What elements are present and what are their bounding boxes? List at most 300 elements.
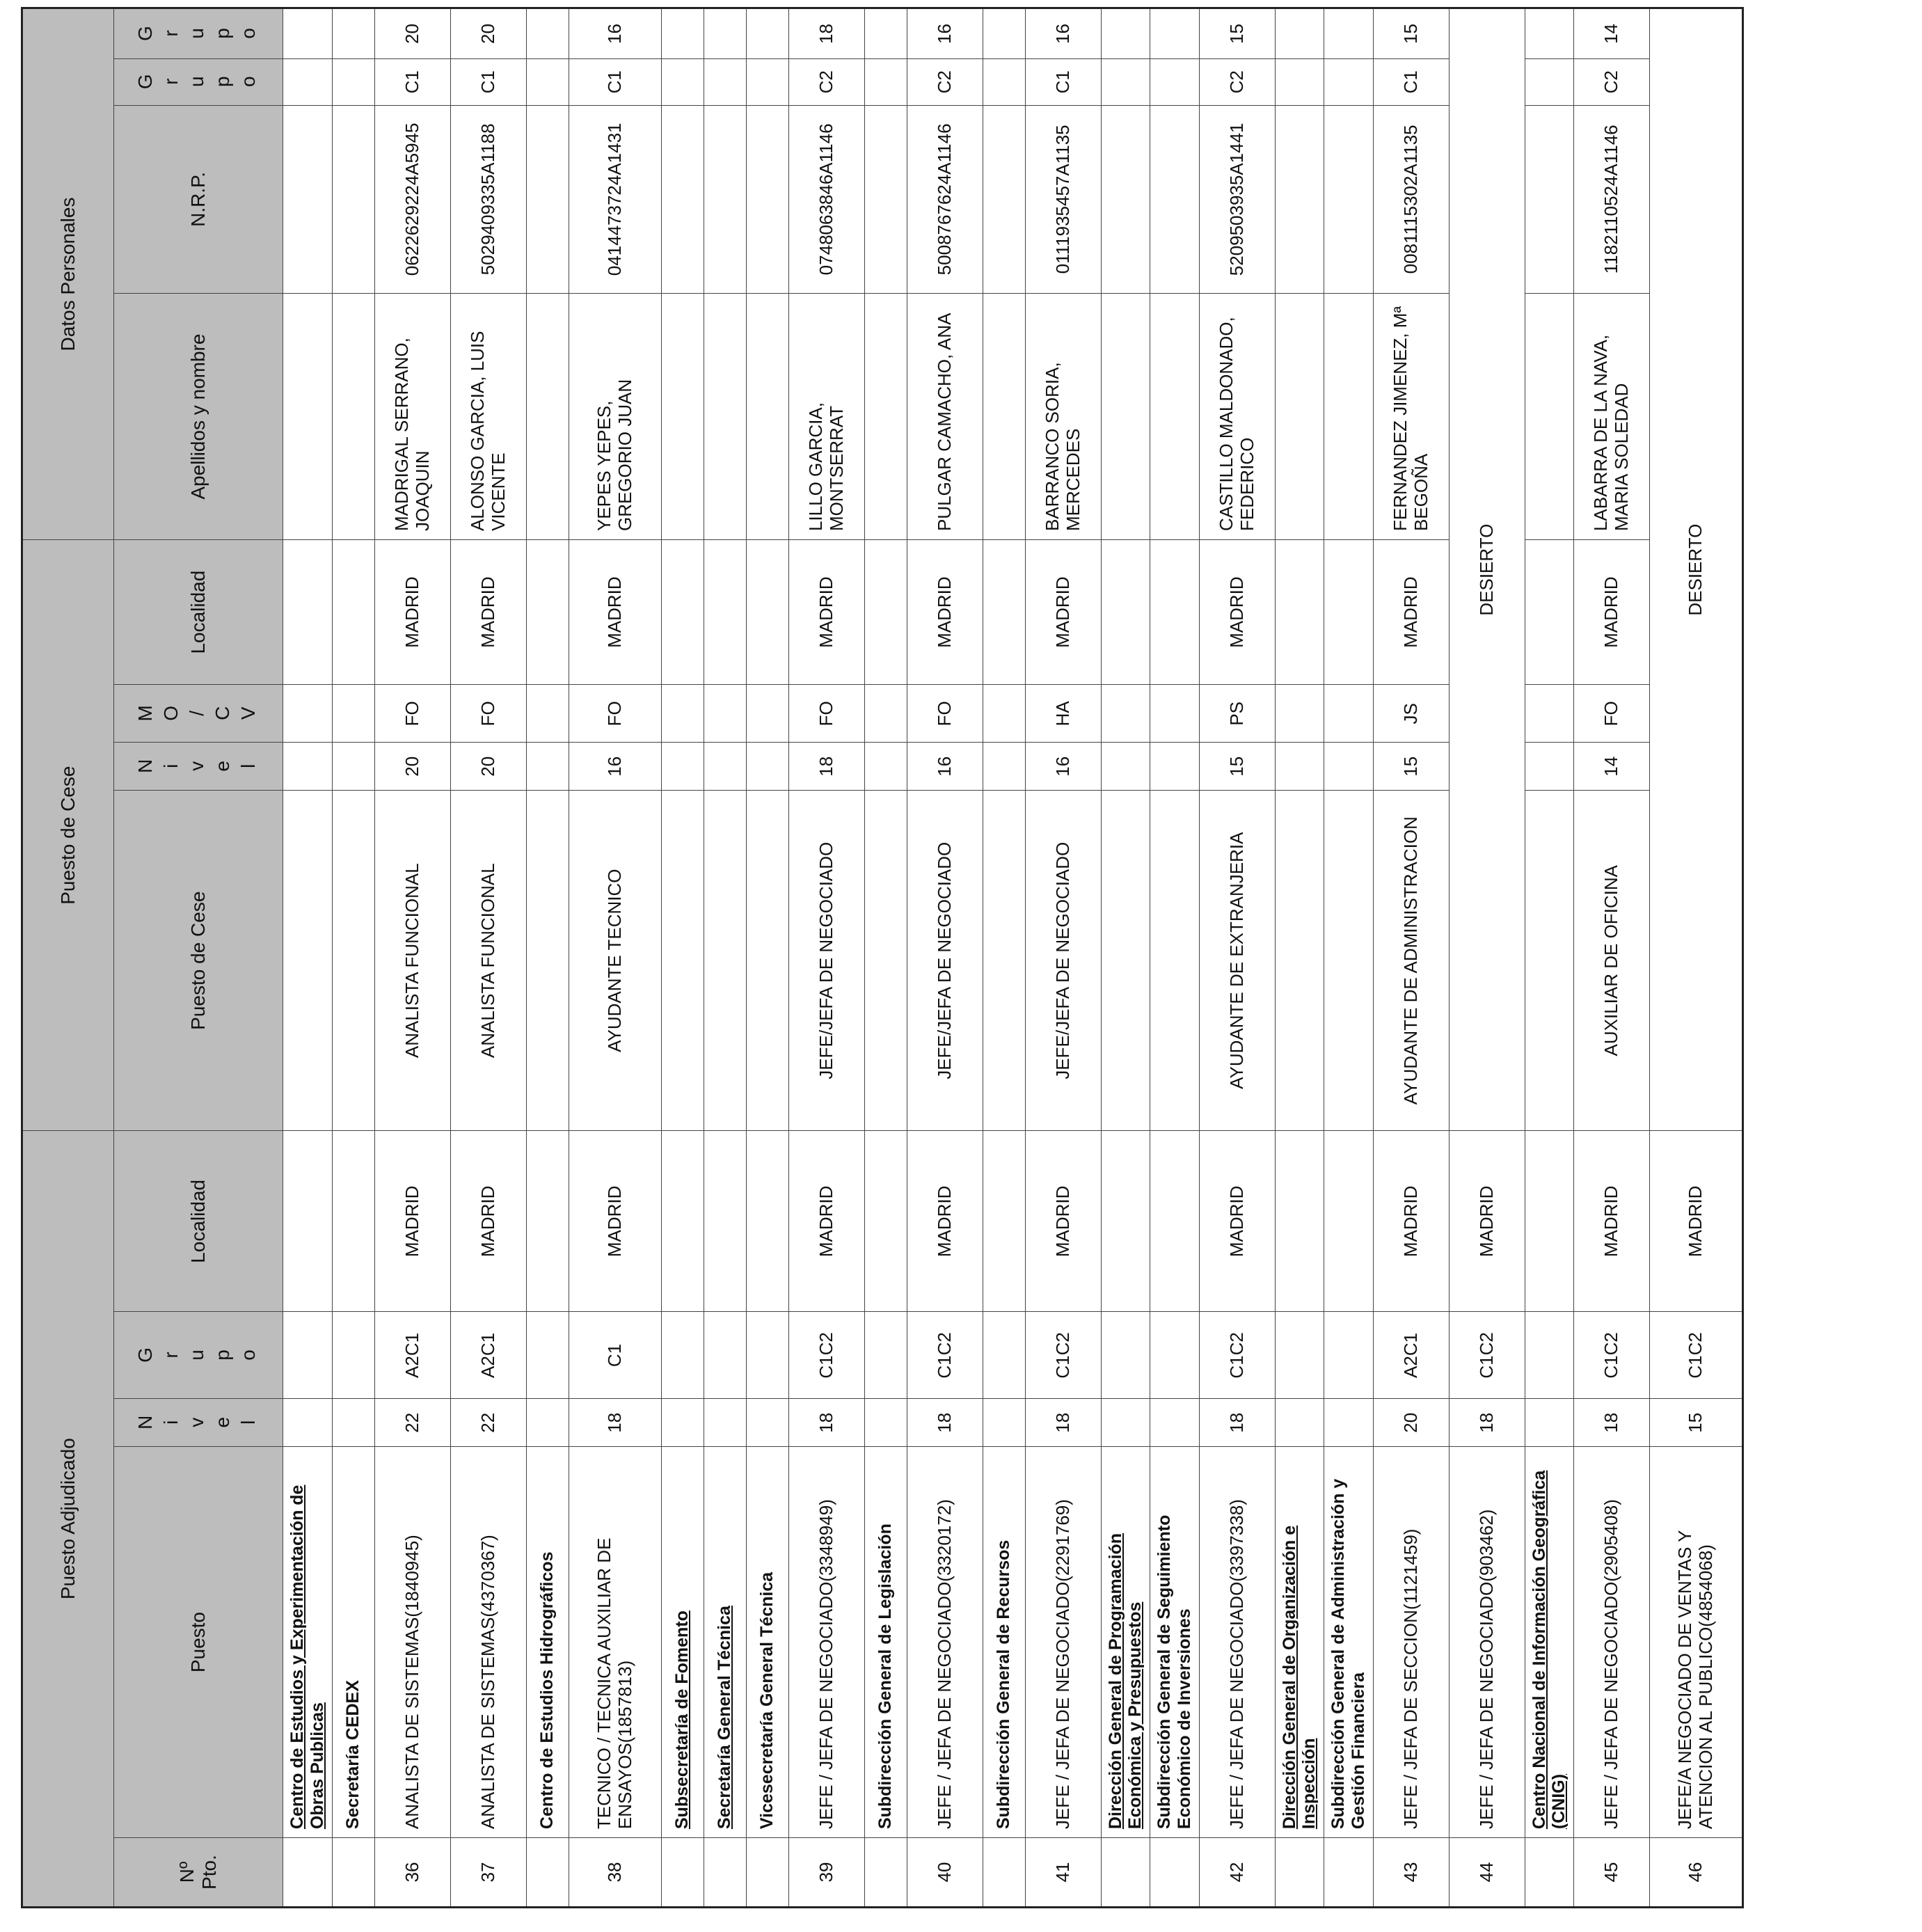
section-row [1101,8,1150,1908]
empty-cell [1525,8,1574,59]
section-row [746,8,788,1908]
empty-cell [1101,294,1150,540]
nrp-cell: 5008767624A1146 [907,105,983,294]
localidad-cell: MADRID [374,1131,450,1312]
section-spacer [661,1838,704,1908]
section-heading [1101,1447,1150,1838]
empty-cell [1324,1131,1374,1312]
header-puesto-de-cese-group: Puesto de Cese [22,540,114,1131]
table-body [283,8,1743,1908]
empty-cell [1275,8,1324,59]
empty-cell [1150,1131,1200,1312]
empty-cell [332,791,374,1131]
empty-cell [1525,1399,1574,1447]
nrp-cell: 0748063846A1146 [788,105,864,294]
header-nrp: N.R.P. [114,105,283,294]
empty-cell [1324,540,1374,685]
row-number-cell: 39 [788,1838,864,1908]
row-number-cell: 44 [1449,1838,1525,1908]
empty-cell [983,1399,1025,1447]
empty-cell [1525,294,1574,540]
puesto-cese-cell: AYUDANTE DE EXTRANJERIA [1199,791,1275,1131]
section-spacer [746,1838,788,1908]
table-row-desierto [1449,8,1525,1908]
empty-cell [283,743,333,791]
empty-cell [661,1131,704,1312]
section-heading [1525,1447,1574,1838]
puesto-cese-cell: JEFE/JEFA DE NEGOCIADO [1025,791,1101,1131]
section-heading-text: Subdirección General de Recursos [994,1539,1014,1830]
personal-grado-cell: 20 [374,8,450,59]
apellidos-nombre-cell: MADRIGAL SERRANO, JOAQUIN [374,294,450,540]
apellidos-nombre-cell: PULGAR CAMACHO, ANA [907,294,983,540]
personal-grupo-cell: C1 [569,58,661,105]
header-cese-nivel: Nivel [114,743,283,791]
section-row [1525,8,1574,1908]
empty-cell [283,540,333,685]
empty-cell [1525,791,1574,1131]
puesto-cell: ANALISTA DE SISTEMAS(1840945) [374,1447,450,1838]
section-row [283,8,333,1908]
empty-cell [1150,685,1200,743]
empty-cell [1275,1312,1324,1399]
empty-cell [746,1131,788,1312]
section-heading [864,1447,907,1838]
personal-grado-cell: 16 [1025,8,1101,59]
empty-cell [1101,1131,1150,1312]
empty-cell [1525,685,1574,743]
section-spacer [332,1838,374,1908]
empty-cell [1324,791,1374,1131]
empty-cell [864,791,907,1131]
apellidos-nombre-cell: LILLO GARCIA, MONTSERRAT [788,294,864,540]
personal-grado-cell: 16 [907,8,983,59]
table-row [450,8,526,1908]
header-apellidos: Apellidos y nombre [114,294,283,540]
empty-cell [283,58,333,105]
empty-cell [983,540,1025,685]
empty-cell [332,685,374,743]
puesto-cell: JEFE / JEFA DE SECCION(1121459) [1373,1447,1449,1838]
section-heading [983,1447,1025,1838]
cese-nivel-cell: 18 [788,743,864,791]
empty-cell [1101,1399,1150,1447]
section-row [661,8,704,1908]
puesto-cese-cell: ANALISTA FUNCIONAL [450,791,526,1131]
puesto-cell: JEFE / JEFA DE NEGOCIADO(2291769) [1025,1447,1101,1838]
empty-cell [1324,58,1374,105]
section-spacer [864,1838,907,1908]
empty-cell [526,1399,569,1447]
mo-cv-cell: JS [1373,685,1449,743]
empty-cell [1275,540,1324,685]
grupo-cell: A2C1 [374,1312,450,1399]
cese-nivel-cell: 16 [1025,743,1101,791]
apellidos-nombre-cell: CASTILLO MALDONADO, FEDERICO [1199,294,1275,540]
cese-nivel-cell: 14 [1574,743,1650,791]
nivel-cell: 18 [907,1399,983,1447]
empty-cell [746,105,788,294]
localidad-cell: MADRID [1373,1131,1449,1312]
empty-cell [983,294,1025,540]
header-nivel: Nivel [114,1399,283,1447]
personal-grupo-cell: C2 [1199,58,1275,105]
puesto-cell: ANALISTA DE SISTEMAS(4370367) [450,1447,526,1838]
section-spacer [1525,1838,1574,1908]
section-heading-text: Secretaría CEDEX [343,1680,363,1830]
section-spacer [283,1838,333,1908]
section-heading [746,1447,788,1838]
puesto-cell: JEFE / JEFA DE NEGOCIADO(3320172) [907,1447,983,1838]
empty-cell [526,294,569,540]
empty-cell [1101,58,1150,105]
apellidos-nombre-cell: ALONSO GARCIA, LUIS VICENTE [450,294,526,540]
section-heading-text: Subdirección General de Administración y Gestión Financiera [1328,1478,1368,1830]
empty-cell [1275,294,1324,540]
section-spacer [1150,1838,1200,1908]
section-heading-text: Centro de Estudios y Experimentación de Obras Publicas [287,1484,327,1830]
empty-cell [1525,743,1574,791]
empty-cell [1101,743,1150,791]
empty-cell [1525,540,1574,685]
empty-cell [864,294,907,540]
section-heading [283,1447,333,1838]
empty-cell [864,105,907,294]
mo-cv-cell: FO [907,685,983,743]
personal-grupo-cell: C1 [450,58,526,105]
section-spacer [526,1838,569,1908]
empty-cell [864,8,907,59]
puesto-cese-cell: AYUDANTE TECNICO [569,791,661,1131]
table-row [569,8,661,1908]
section-row [1150,8,1200,1908]
table-row [907,8,983,1908]
nivel-cell: 18 [569,1399,661,1447]
empty-cell [704,1312,746,1399]
header-puesto: Puesto [114,1447,283,1838]
empty-cell [1324,294,1374,540]
desierto-label: DESIERTO [1475,523,1497,616]
table-row [788,8,864,1908]
puesto-cese-cell: AUXILIAR DE OFICINA [1574,791,1650,1131]
empty-cell [983,685,1025,743]
empty-cell [864,1312,907,1399]
nivel-cell: 18 [788,1399,864,1447]
nivel-cell: 22 [450,1399,526,1447]
empty-cell [283,8,333,59]
empty-cell [283,1399,333,1447]
puesto-cell: JEFE / JEFA DE NEGOCIADO(2905408) [1574,1447,1650,1838]
section-heading [1150,1447,1200,1838]
row-number-cell: 45 [1574,1838,1650,1908]
empty-cell [661,294,704,540]
cese-localidad-cell: MADRID [907,540,983,685]
header-column-row [114,8,283,1908]
empty-cell [704,8,746,59]
empty-cell [983,791,1025,1131]
empty-cell [1150,8,1200,59]
section-row [526,8,569,1908]
section-heading [661,1447,704,1838]
personal-grado-cell: 20 [450,8,526,59]
empty-cell [332,743,374,791]
empty-cell [661,743,704,791]
empty-cell [1150,58,1200,105]
nivel-cell: 15 [1650,1399,1743,1447]
cese-localidad-cell: MADRID [788,540,864,685]
personal-grado-cell: 15 [1199,8,1275,59]
header-cese-localidad: Localidad [114,540,283,685]
empty-cell [283,1312,333,1399]
personal-grupo-cell: C1 [1373,58,1449,105]
empty-cell [1150,743,1200,791]
empty-cell [1101,791,1150,1131]
cese-localidad-cell: MADRID [450,540,526,685]
personal-grupo-cell: C1 [374,58,450,105]
empty-cell [746,791,788,1131]
empty-cell [983,58,1025,105]
header-datos-personales: Datos Personales [22,8,114,540]
nivel-cell: 22 [374,1399,450,1447]
empty-cell [332,540,374,685]
cese-nivel-cell: 16 [907,743,983,791]
grupo-cell: C1C2 [1574,1312,1650,1399]
header-personal-grado: Grupo [114,8,283,59]
empty-cell [661,58,704,105]
empty-cell [704,685,746,743]
localidad-cell: MADRID [569,1131,661,1312]
localidad-cell: MADRID [1574,1131,1650,1312]
empty-cell [1275,685,1324,743]
grupo-cell: C1C2 [1449,1312,1525,1399]
empty-cell [661,105,704,294]
empty-cell [661,8,704,59]
empty-cell [283,1131,333,1312]
empty-cell [1324,743,1374,791]
personal-grupo-cell: C1 [1025,58,1101,105]
section-heading-text: Subsecretaría de Fomento [672,1610,692,1830]
row-number-cell: 42 [1199,1838,1275,1908]
nrp-cell: 1182110524A1146 [1574,105,1650,294]
nivel-cell: 18 [1449,1399,1525,1447]
section-spacer [704,1838,746,1908]
cese-localidad-cell: MADRID [1574,540,1650,685]
empty-cell [704,1399,746,1447]
empty-cell [1275,791,1324,1131]
empty-cell [746,294,788,540]
empty-cell [332,1399,374,1447]
empty-cell [704,294,746,540]
grupo-cell: A2C1 [1373,1312,1449,1399]
empty-cell [864,1399,907,1447]
empty-cell [1101,105,1150,294]
row-number-cell: 41 [1025,1838,1101,1908]
empty-cell [1275,58,1324,105]
nrp-cell: 5209503935A1441 [1199,105,1275,294]
empty-cell [1150,540,1200,685]
nrp-cell: 0111935457A1135 [1025,105,1101,294]
row-number-cell: 37 [450,1838,526,1908]
mo-cv-cell: PS [1199,685,1275,743]
empty-cell [1525,1131,1574,1312]
empty-cell [704,743,746,791]
nivel-cell: 18 [1574,1399,1650,1447]
empty-cell [1101,1312,1150,1399]
table-row [1373,8,1449,1908]
empty-cell [526,743,569,791]
puesto-cese-cell: ANALISTA FUNCIONAL [374,791,450,1131]
mo-cv-cell: FO [374,685,450,743]
empty-cell [1324,1312,1374,1399]
cese-localidad-cell: MADRID [569,540,661,685]
empty-cell [526,1131,569,1312]
cese-nivel-cell: 20 [450,743,526,791]
empty-cell [1150,1399,1200,1447]
row-number-cell: 46 [1650,1838,1743,1908]
empty-cell [526,8,569,59]
row-number-cell: 38 [569,1838,661,1908]
empty-cell [864,540,907,685]
nrp-cell: 0622629224A5945 [374,105,450,294]
header-grupo: Grupo [114,1312,283,1399]
table-row [1025,8,1101,1908]
header-group-row [22,8,114,1908]
section-spacer [1324,1838,1374,1908]
section-spacer [983,1838,1025,1908]
empty-cell [864,58,907,105]
cese-localidad-cell: MADRID [1025,540,1101,685]
section-row [983,8,1025,1908]
localidad-cell: MADRID [1025,1131,1101,1312]
empty-cell [1101,540,1150,685]
header-puesto-cese: Puesto de Cese [114,791,283,1131]
cese-localidad-cell: MADRID [374,540,450,685]
localidad-cell: MADRID [1199,1131,1275,1312]
empty-cell [983,105,1025,294]
mo-cv-cell: FO [450,685,526,743]
empty-cell [704,58,746,105]
empty-cell [1324,685,1374,743]
localidad-cell: MADRID [1449,1131,1525,1312]
empty-cell [283,294,333,540]
empty-cell [746,540,788,685]
empty-cell [1150,105,1200,294]
cese-localidad-cell: MADRID [1199,540,1275,685]
empty-cell [704,791,746,1131]
puesto-cell: JEFE / JEFA DE NEGOCIADO(903462) [1449,1447,1525,1838]
header-puesto-adjudicado: Puesto Adjudicado [22,1131,114,1908]
section-row [1324,8,1374,1908]
table-row [1574,8,1650,1908]
empty-cell [1275,743,1324,791]
nrp-cell: 5029409335A1188 [450,105,526,294]
section-heading [332,1447,374,1838]
mo-cv-cell: FO [788,685,864,743]
empty-cell [1525,1312,1574,1399]
empty-cell [1525,105,1574,294]
nrp-cell: 0414473724A1431 [569,105,661,294]
row-number-cell: 36 [374,1838,450,1908]
nivel-cell: 18 [1199,1399,1275,1447]
empty-cell [332,1312,374,1399]
row-number-cell: 43 [1373,1838,1449,1908]
empty-cell [1275,105,1324,294]
section-heading-text: Subdirección General de Seguimiento Económico de Inversiones [1154,1514,1194,1830]
empty-cell [746,685,788,743]
empty-cell [661,540,704,685]
personal-grado-cell: 16 [569,8,661,59]
empty-cell [983,1312,1025,1399]
puesto-cell: JEFE / JEFA DE NEGOCIADO(3348949) [788,1447,864,1838]
empty-cell [746,58,788,105]
table-row [1199,8,1275,1908]
empty-cell [661,791,704,1131]
nivel-cell: 18 [1025,1399,1101,1447]
empty-cell [1324,8,1374,59]
empty-cell [526,58,569,105]
puesto-cell: JEFE / JEFA DE NEGOCIADO(3397338) [1199,1447,1275,1838]
header-localidad: Localidad [114,1131,283,1312]
empty-cell [1150,294,1200,540]
puesto-cese-cell: JEFE/JEFA DE NEGOCIADO [788,791,864,1131]
section-heading-text: Dirección General de Programación Económica y Presupuestos [1105,1533,1145,1830]
apellidos-nombre-cell: YEPES YEPES, GREGORIO JUAN [569,294,661,540]
cese-nivel-cell: 20 [374,743,450,791]
section-heading [1324,1447,1374,1838]
empty-cell [661,1399,704,1447]
empty-cell [526,540,569,685]
section-spacer [1101,1838,1150,1908]
empty-cell [746,1312,788,1399]
nrp-cell: 0081115302A1135 [1373,105,1449,294]
empty-cell [1324,105,1374,294]
section-row [332,8,374,1908]
empty-cell [661,685,704,743]
localidad-cell: MADRID [1650,1131,1743,1312]
section-heading-text: Dirección General de Organización e Inspección [1279,1525,1319,1830]
personal-grado-cell: 15 [1373,8,1449,59]
cese-localidad-cell: MADRID [1373,540,1449,685]
apellidos-nombre-cell: FERNANDEZ JIMENEZ, Mª BEGOÑA [1373,294,1449,540]
empty-cell [661,1312,704,1399]
empty-cell [704,540,746,685]
localidad-cell: MADRID [907,1131,983,1312]
apellidos-nombre-cell: LABARRA DE LA NAVA, MARIA SOLEDAD [1574,294,1650,540]
document-page [21,7,1922,1890]
personal-grupo-cell: C2 [1574,58,1650,105]
header-personal-grupo: Grupo [114,58,283,105]
empty-cell [1101,8,1150,59]
empty-cell [526,685,569,743]
grupo-cell: C1C2 [1025,1312,1101,1399]
empty-cell [332,8,374,59]
empty-cell [864,743,907,791]
empty-cell [283,685,333,743]
rotated-table-wrapper [21,7,1716,1908]
section-heading [1275,1447,1324,1838]
empty-cell [332,105,374,294]
empty-cell [283,791,333,1131]
empty-cell [332,294,374,540]
localidad-cell: MADRID [788,1131,864,1312]
empty-cell [746,743,788,791]
grupo-cell: C1C2 [1199,1312,1275,1399]
grupo-cell: C1C2 [907,1312,983,1399]
personal-grupo-cell: C2 [907,58,983,105]
section-heading-text: Vicesecretaría General Técnica [757,1571,777,1830]
table-row-desierto [1650,8,1743,1908]
adjudication-table [21,7,1744,1908]
